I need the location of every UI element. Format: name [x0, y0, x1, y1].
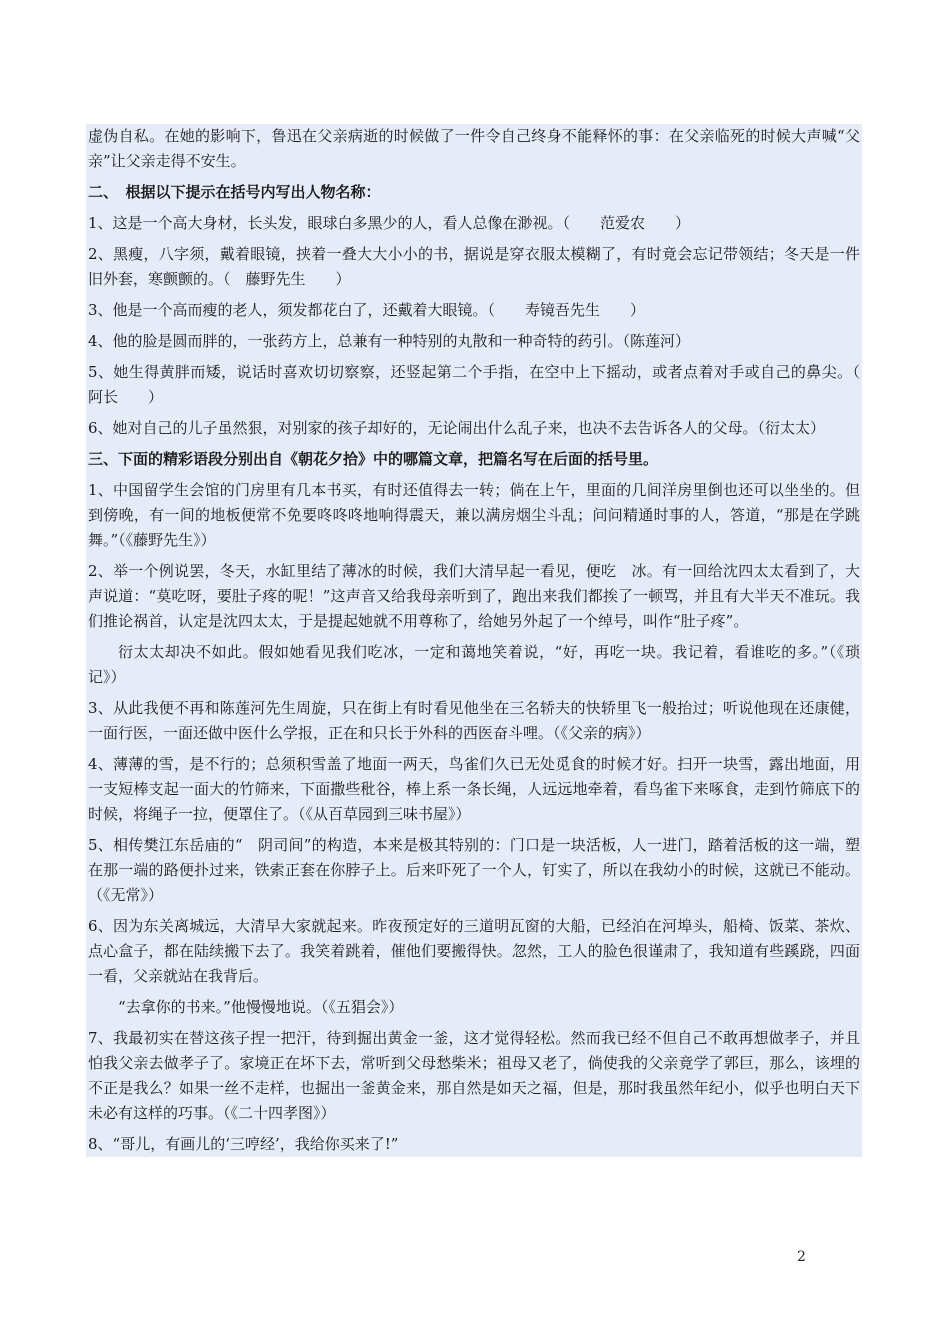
- question-item: 6、她对自己的儿子虽然狠，对别家的孩子却好的，无论闹出什么乱子来，也决不去告诉各人的父母。（衍太太）: [88, 419, 826, 437]
- page-number: 2: [797, 1249, 806, 1265]
- passage-item: 6、因为东关离城远，大清早大家就起来。昨夜预定好的三道明瓦窗的大船，已经泊在河埠头，船椅、饭菜、茶炊、点心盒子，都在陆续搬下去了。我笑着跳着，催他们要搬得快。忽然，工人的脸色很谨肃了，我知道有些蹊跷，四面一看，父亲就站在我背后。: [88, 917, 860, 985]
- passage-item: 1、中国留学生会馆的门房里有几本书买，有时还值得去一转；倘在上午，里面的几间洋房里倒也还可以坐坐的。但到傍晚，有一间的地板便常不免要咚咚咚地响得震天，兼以满房烟尘斗乱；问问精通时事的人，答道，“那是在学跳舞。”（《藤野先生》）: [88, 481, 860, 549]
- passage-item: 5、相传樊江东岳庙的“ 阴司间”的构造，本来是极其特别的：门口是一块活板，人一进门，踏着活板的这一端，塑在那一端的路便扑过来，铁索正套在你脖子上。后来吓死了一个人，钉实了，所以在我幼小的时候，这就已不能动。（《无常》）: [88, 836, 860, 904]
- question-item: 4、他的脸是圆而胖的，一张药方上，总兼有一种特别的丸散和一种奇特的药引。（陈莲河）: [88, 332, 691, 350]
- question-item: 3、他是一个高而瘦的老人，须发都花白了，还戴着大眼镜。（ 寿镜吾先生 ）: [88, 301, 646, 319]
- passage-continuation: “去拿你的书来。”他慢慢地说。（《五猖会》）: [118, 998, 404, 1016]
- passage-item: 8、“哥儿，有画儿的‘三哼经’，我给你买来了!”: [88, 1135, 399, 1153]
- passage-item: 4、薄薄的雪，是不行的；总须积雪盖了地面一两天，鸟雀们久已无处觅食的时候才好。扫开一块雪，露出地面，用一支短棒支起一面大的竹筛来，下面撒些秕谷，棒上系一条长绳，人远远地牵着，看鸟雀下来啄食，走到竹筛底下的时候，将绳子一拉，便罩住了。（《从百草园到三味书屋》）: [88, 755, 860, 823]
- paragraph-continuation: 虚伪自私。在她的影响下，鲁迅在父亲病逝的时候做了一件令自己终身不能释怀的事：在父亲临死的时候大声喊“父亲”让父亲走得不安生。: [88, 127, 860, 170]
- section-heading-2: 二、 根据以下提示在括号内写出人物名称：: [88, 183, 381, 201]
- passage-item: 7、我最初实在替这孩子捏一把汗，待到掘出黄金一釜，这才觉得轻松。然而我已经不但自己不敢再想做孝子，并且怕我父亲去做孝子了。家境正在坏下去，常听到父母愁柴米；祖母又老了，倘使我的父亲竟学了郭巨，那么，该埋的不正是我么？如果一丝不走样，也掘出一釜黄金来，那自然是如天之福，但是，那时我虽然年纪小，似乎也明白天下未必有这样的巧事。（《二十四孝图》）: [88, 1029, 860, 1122]
- question-item: 5、她生得黄胖而矮，说话时喜欢切切察察，还竖起第二个手指，在空中上下摇动，或者点着对手或自己的鼻尖。（ 阿长 ）: [88, 363, 876, 406]
- question-item: 2、黑瘦，八字须，戴着眼镜，挟着一叠大大小小的书，据说是穿衣服太模糊了，有时竟会忘记带领结；冬天是一件旧外套，寒颤颤的。（ 藤野先生 ）: [88, 245, 860, 288]
- question-item: 1、这是一个高大身材，长头发，眼球白多黑少的人，看人总像在渺视。（ 范爱农 ）: [88, 214, 691, 232]
- passage-item: 3、从此我便不再和陈莲河先生周旋，只在街上有时看见他坐在三名轿夫的快轿里飞一般抬过；听说他现在还康健，一面行医，一面还做中医什么学报，正在和只长于外科的西医奋斗哩。（《父亲的病》）: [88, 699, 860, 742]
- passage-item: 2、举一个例说罢，冬天，水缸里结了薄冰的时候，我们大清早起一看见，便吃 冰。有一回给沈四太太看到了，大声说道：“莫吃呀，要肚子疼的呢！”这声音又给我母亲听到了，跑出来我们都挨了一顿骂，并且有大半天不准玩。我们推论祸首，认定是沈四太太，于是提起她就不用尊称了，给她另外起了一个绰号，叫作“肚子疼”。: [88, 562, 860, 630]
- section-heading-3: 三、下面的精彩语段分别出自《朝花夕拾》中的哪篇文章，把篇名写在后面的括号里。: [88, 450, 659, 468]
- document-body: [86, 124, 876, 1157]
- passage-continuation: 衍太太却决不如此。假如她看见我们吃冰，一定和蔼地笑着说，“好，再吃一块。我记着，看谁吃的多。”（《琐记》）: [88, 643, 860, 686]
